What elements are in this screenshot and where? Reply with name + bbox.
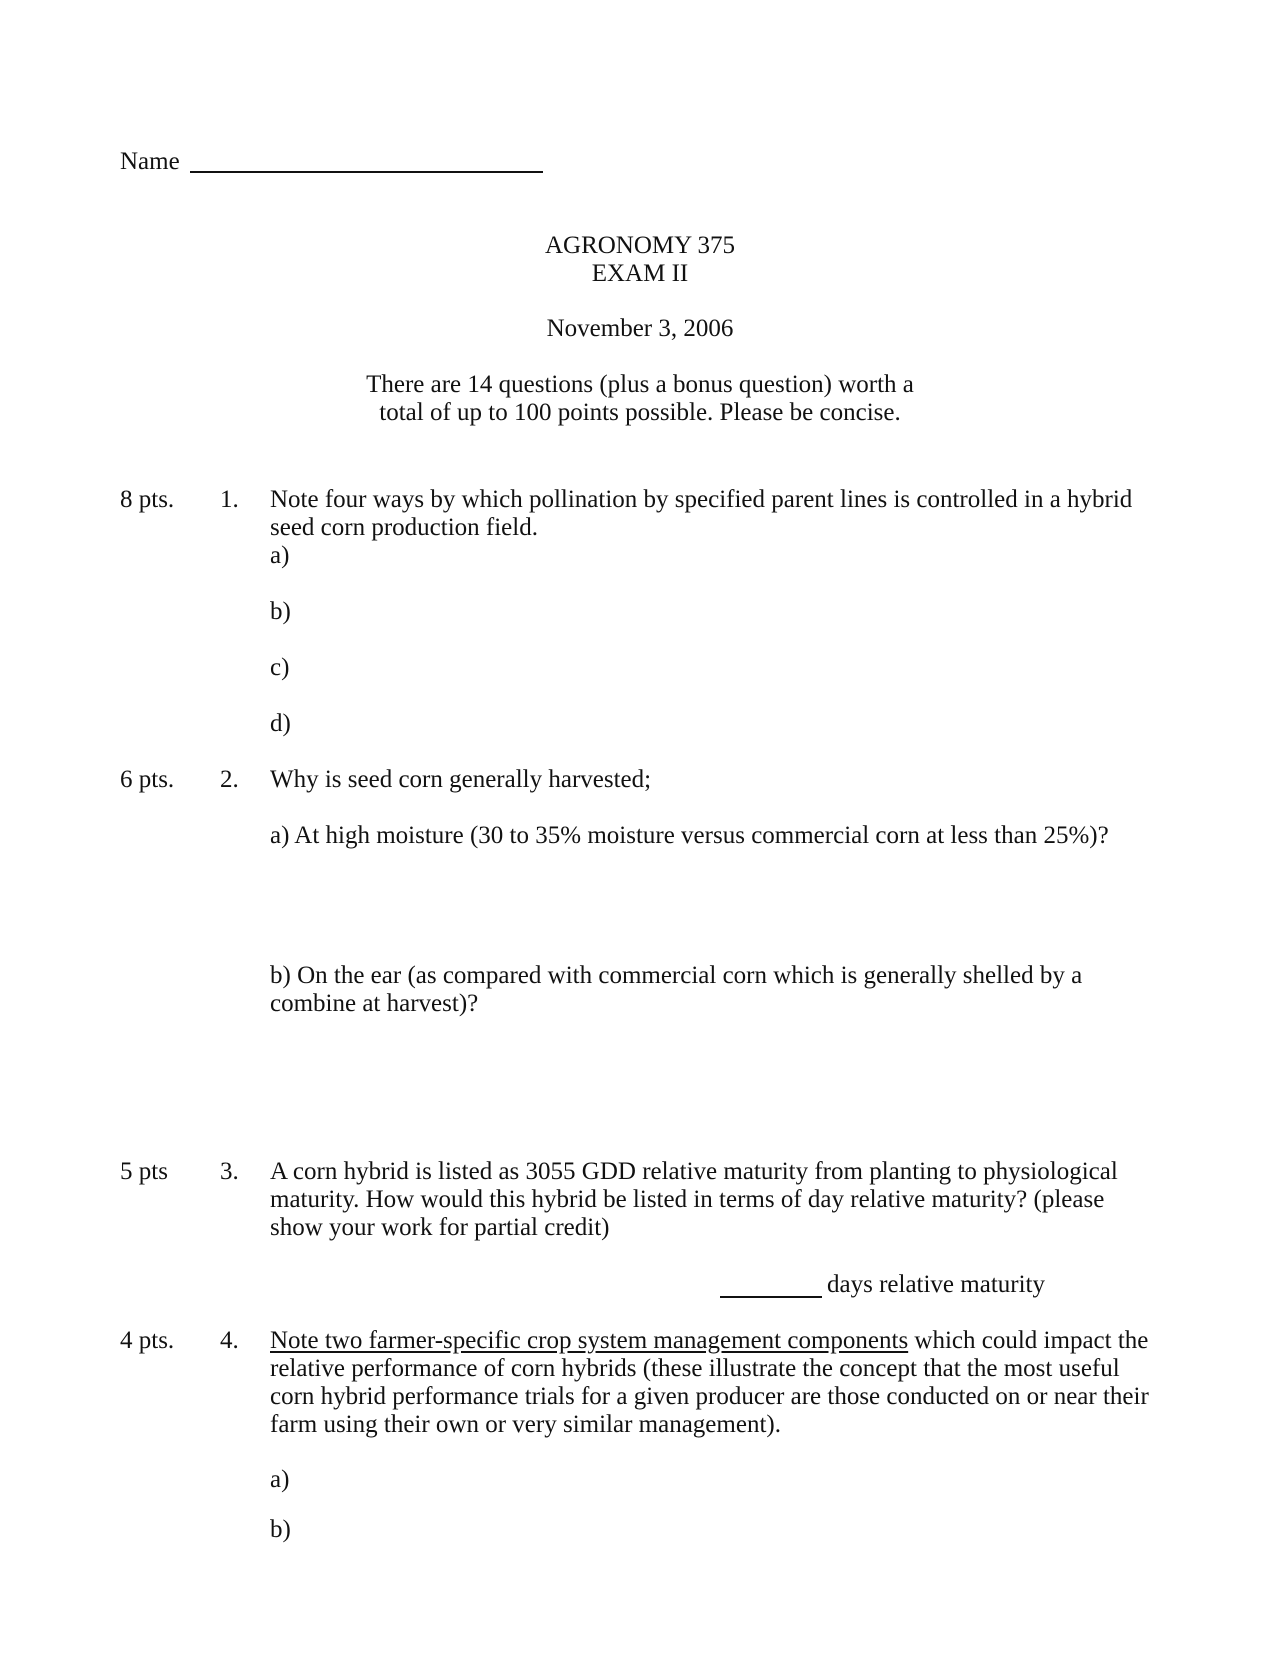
question-3-answer-blank[interactable] <box>720 1296 822 1298</box>
question-2-part-a: a) At high moisture (30 to 35% moisture versus commercial corn at less than 25%)? <box>270 822 1109 849</box>
question-4-points: 4 pts. <box>120 1327 175 1354</box>
question-1-number: 1. <box>220 486 239 513</box>
question-4-text <box>270 1327 1170 1439</box>
question-4-option-b: b) <box>270 1516 291 1543</box>
exam-date: November 3, 2006 <box>546 315 734 342</box>
question-2-number: 2. <box>220 766 239 793</box>
question-4-rest-text: which could impact the relative performance of corn hybrids (these illustrate the concept that the most useful corn hybrid performance trials for a given producer are those conducted on or near their farm using their own or very similar management). <box>270 1327 1149 1438</box>
question-4-option-a: a) <box>270 1466 290 1493</box>
question-4-underlined-text: Note two farmer-specific crop system management components <box>270 1327 909 1354</box>
question-3-text: A corn hybrid is listed as 3055 GDD relative maturity from planting to physiological maturity. How would this hybrid be listed in terms of day relative maturity? (please show your work for partial credit) <box>270 1158 1118 1241</box>
question-2-text: Why is seed corn generally harvested; <box>270 766 652 793</box>
question-1-points: 8 pts. <box>120 486 175 513</box>
exam-title: EXAM II <box>591 260 689 287</box>
instructions-line-2: total of up to 100 points possible. Please be concise. <box>379 399 901 426</box>
question-3-answer-label: days relative maturity <box>827 1271 1045 1298</box>
question-1-option-a: a) <box>270 542 290 569</box>
question-2-points: 6 pts. <box>120 766 175 793</box>
question-1-option-b: b) <box>270 598 291 625</box>
course-title: AGRONOMY 375 <box>544 232 736 259</box>
question-2-part-b: b) On the ear (as compared with commercial corn which is generally shelled by a combine at harvest)? <box>270 962 1083 1017</box>
question-3-points: 5 pts <box>120 1158 168 1185</box>
name-blank-line[interactable] <box>190 171 543 173</box>
question-1-option-d: d) <box>270 710 291 737</box>
question-1-text: Note four ways by which pollination by specified parent lines is controlled in a hybrid seed corn production field. <box>270 486 1133 541</box>
instructions-line-1: There are 14 questions (plus a bonus question) worth a <box>366 371 914 398</box>
question-3-number: 3. <box>220 1158 239 1185</box>
question-4-number: 4. <box>220 1327 239 1354</box>
question-1-option-c: c) <box>270 654 290 681</box>
name-label: Name <box>120 148 180 175</box>
